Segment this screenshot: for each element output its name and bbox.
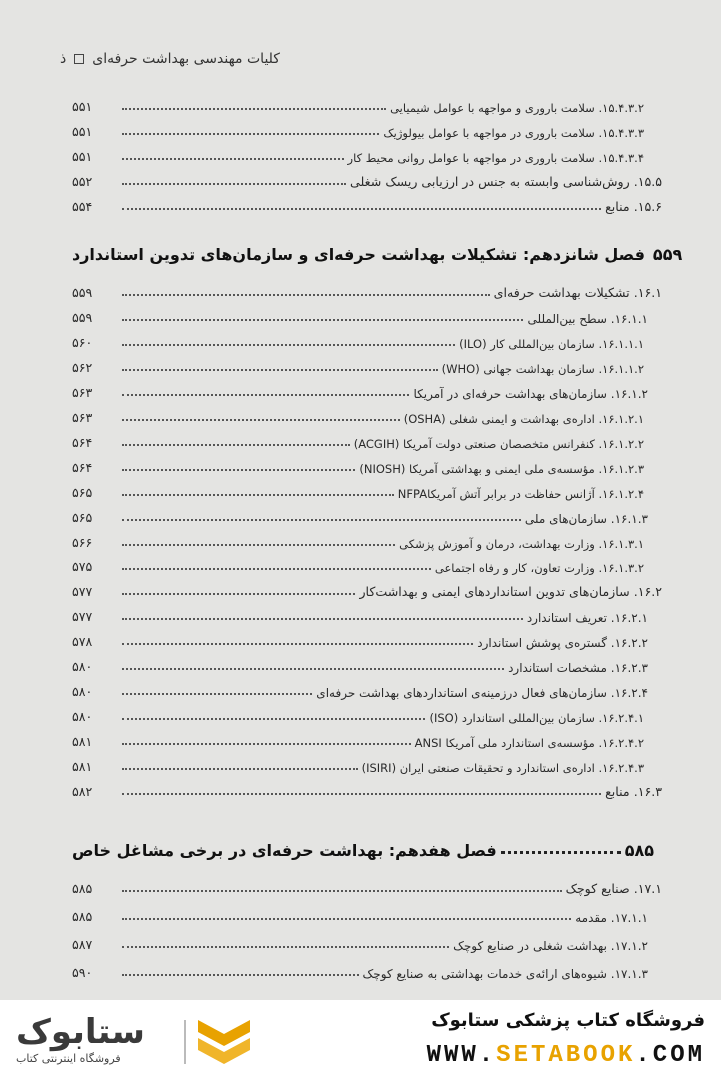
toc-entry: ۱۶.۲.۴.۱. سازمان بین‌المللی استاندارد (ISO) ۵۸۰ (72, 709, 644, 725)
toc-entry: ۱۵.۴.۳.۲. سلامت باروری و مواجهه با عوامل شیمیایی ۵۵۱ (72, 99, 644, 115)
store-banner (0, 1000, 721, 1079)
toc-entry: ۱۵.۴.۳.۴. سلامت باروری در مواجهه با عوامل روانی محیط کار ۵۵۱ (72, 149, 644, 165)
toc-entry: ۱۶.۱.۳. سازمان‌های ملی ۵۶۵ (72, 510, 648, 526)
toc-entry: ۱۶.۱.۳.۲. وزارت تعاون، کار و رفاه اجتماعی ۵۷۵ (72, 559, 644, 575)
toc-entry: ۱۶.۱.۱. سطح بین‌المللی ۵۵۹ (72, 310, 648, 326)
toc-entry: ۱۶.۳. منابع ۵۸۲ (72, 784, 662, 800)
toc-entry: ۱۵.۶. منابع ۵۵۴ (72, 199, 662, 215)
logo-wordmark: ستابوک (16, 1012, 145, 1052)
header-page-letter: ذ (60, 51, 67, 67)
toc-entry: ۱۶.۱.۱.۱. سازمان بین‌المللی کار (ILO) ۵۶۰ (72, 335, 644, 351)
shop-url-link[interactable]: WWW.SETABOOK.COM (426, 1042, 705, 1069)
shop-name: فروشگاه کتاب پزشکی ستابوک (431, 1010, 705, 1031)
logo-divider (184, 1020, 186, 1064)
header-title: کلیات مهندسی بهداشت حرفه‌ای (92, 51, 280, 67)
toc-entry: ۱۶.۲.۴. سازمان‌های فعال درزمینه‌ی استانداردهای بهداشت حرفه‌ای ۵۸۰ (72, 684, 648, 700)
toc-entry: ۱۷.۱.۲. بهداشت شغلی در صنایع کوچک ۵۸۷ (72, 937, 648, 953)
chapter-heading: فصل شانزدهم: تشکیلات بهداشت حرفه‌ای و سازمان‌های تدوین استاندارد ۵۵۹ (72, 245, 683, 264)
toc-entry: ۱۵.۵. روش‌شناسی وابسته به جنس در ارزیابی ریسک شغلی ۵۵۲ (72, 174, 662, 190)
toc-entry: ۱۶.۱.۲.۲. کنفرانس متخصصان صنعتی دولت آمریکا (ACGIH) ۵۶۴ (72, 435, 644, 451)
toc-entry: ۱۶.۲.۴.۳. اداره‌ی استاندارد و تحقیقات صنعتی ایران (ISIRI) ۵۸۱ (72, 759, 644, 775)
chapter-heading: فصل هفدهم: بهداشت حرفه‌ای در برخی مشاغل خاص ۵۸۵ (72, 841, 654, 860)
toc-entry: ۱۶.۱.۲. سازمان‌های بهداشت حرفه‌ای در آمریکا ۵۶۳ (72, 385, 648, 401)
toc-entry: ۱۶.۱.۱.۲. سازمان بهداشت جهانی (WHO) ۵۶۲ (72, 360, 644, 376)
toc-entry: ۱۶.۲.۱. تعریف استاندارد ۵۷۷ (72, 609, 648, 625)
toc-entry: ۱۶.۲. سازمان‌های تدوین استانداردهای ایمنی و بهداشت‌کار ۵۷۷ (72, 584, 662, 600)
toc-entry: ۱۶.۱.۲.۴. آژانس حفاظت در برابر آتش آمریکاNFPA ۵۶۵ (72, 485, 644, 501)
toc-entry: ۱۶.۲.۲. گستره‌ی پوشش استاندارد ۵۷۸ (72, 634, 648, 650)
toc-entry: ۱۶.۲.۴.۲. مؤسسه‌ی استاندارد ملی آمریکا ANSI ۵۸۱ (72, 734, 644, 750)
chevron-logo-icon (196, 1016, 252, 1066)
toc-entry: ۱۶.۱.۲.۱. اداره‌ی بهداشت و ایمنی شغلی (OSHA) ۵۶۳ (72, 410, 644, 426)
logo-subtitle: فروشگاه اینترنتی کتاب (16, 1052, 121, 1065)
toc-entry: ۱۵.۴.۳.۳. سلامت باروری در مواجهه با عوامل بیولوژیک ۵۵۱ (72, 124, 644, 140)
toc-entry: ۱۷.۱. صنایع کوچک ۵۸۵ (72, 881, 662, 897)
toc-entry: ۱۶.۱.۳.۱. وزارت بهداشت، درمان و آموزش پزشکی ۵۶۶ (72, 535, 644, 551)
toc-entry: ۱۷.۱.۳. شیوه‌های ارائه‌ی خدمات بهداشتی به صنایع کوچک ۵۹۰ (72, 965, 648, 981)
toc-entry: ۱۶.۱.۲.۳. مؤسسه‌ی ملی ایمنی و بهداشتی آمریکا (NIOSH) ۵۶۴ (72, 460, 644, 476)
store-logo[interactable] (16, 1012, 286, 1068)
toc-entry: ۱۶.۲.۳. مشخصات استاندارد ۵۸۰ (72, 659, 648, 675)
toc-entry: ۱۶.۱. تشکیلات بهداشت حرفه‌ای ۵۵۹ (72, 285, 662, 301)
toc-entry: ۱۷.۱.۱. مقدمه ۵۸۵ (72, 909, 648, 925)
